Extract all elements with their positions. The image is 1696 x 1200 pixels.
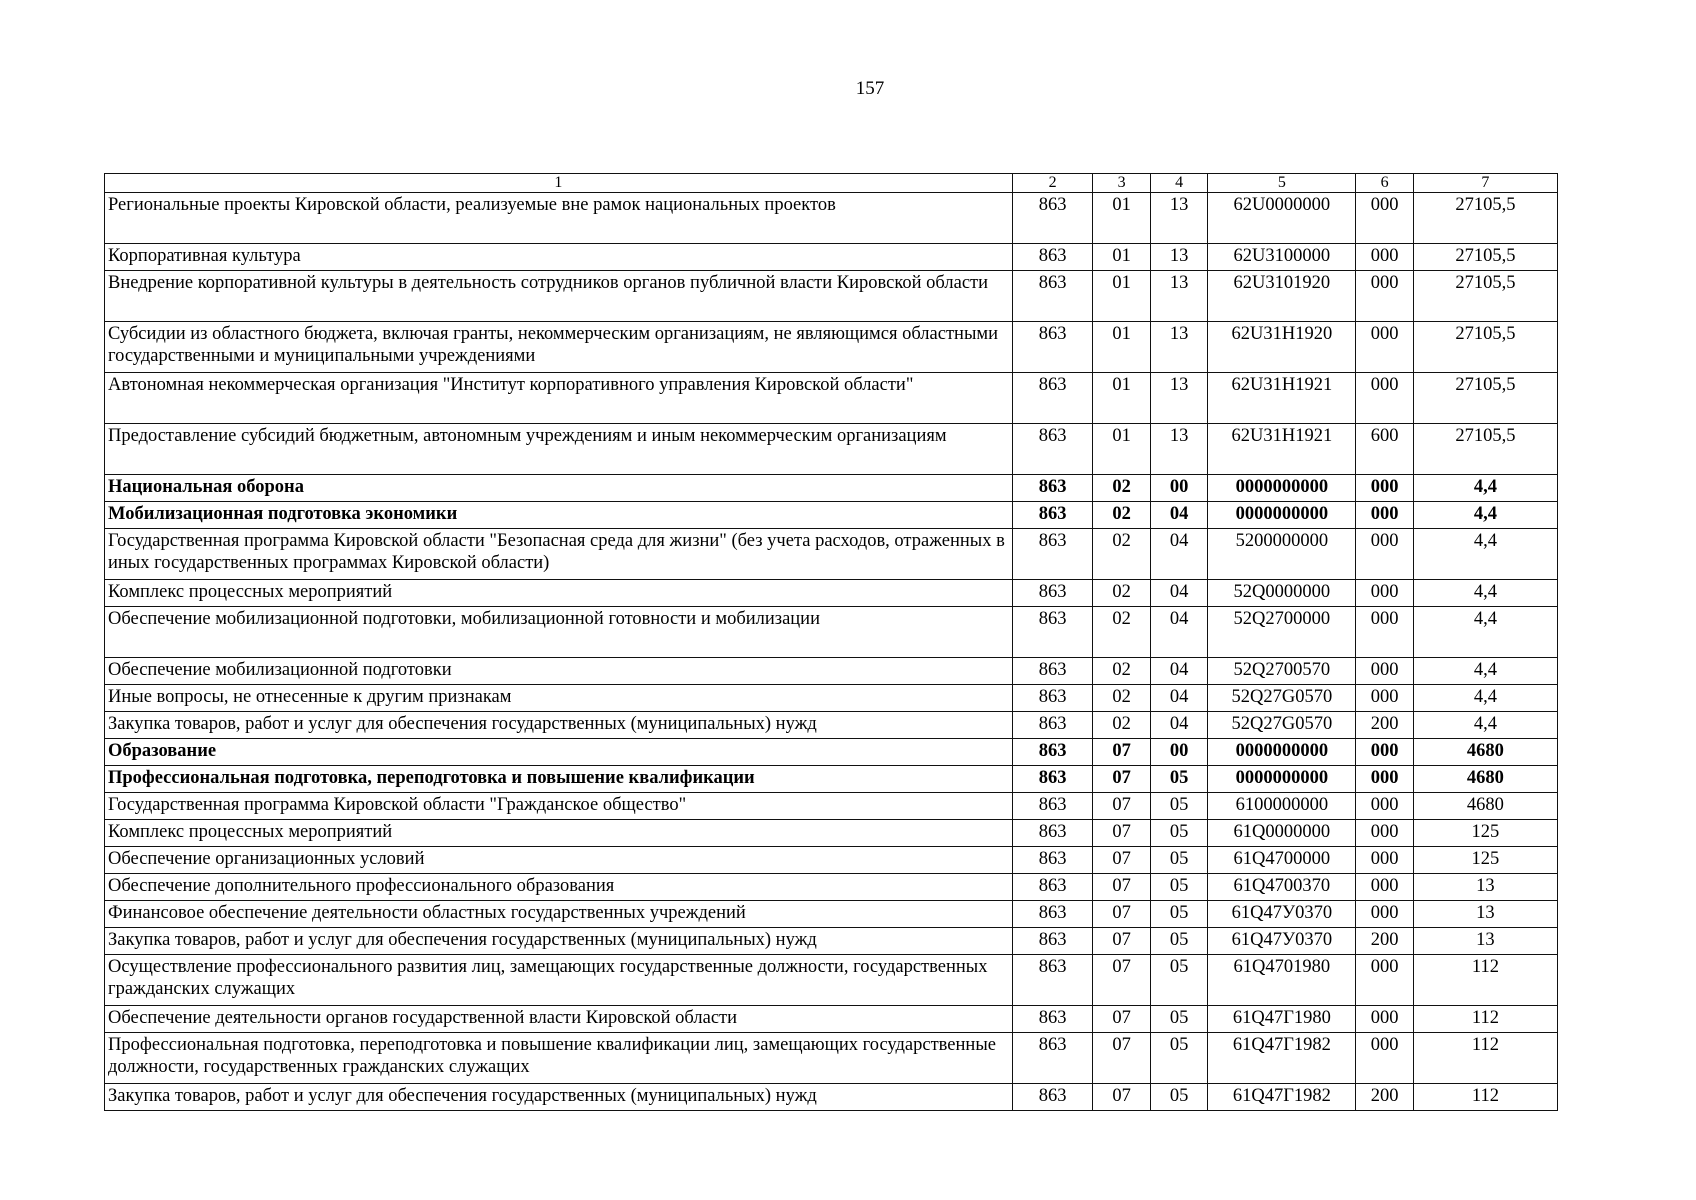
section-code-cell: 07: [1093, 1033, 1150, 1084]
ministry-code-cell: 863: [1012, 739, 1093, 766]
column-header: 5: [1208, 174, 1356, 193]
target-article-cell: 52Q2700000: [1208, 607, 1356, 658]
row-name-cell: Предоставление субсидий бюджетным, автономным учреждениям и иным некоммерческим организациям: [105, 424, 1013, 475]
target-article-cell: 61Q0000000: [1208, 820, 1356, 847]
expense-type-cell: 200: [1356, 928, 1413, 955]
target-article-cell: 62U3100000: [1208, 244, 1356, 271]
expense-type-cell: 600: [1356, 424, 1413, 475]
ministry-code-cell: 863: [1012, 475, 1093, 502]
target-article-cell: 52Q27G0570: [1208, 712, 1356, 739]
table-row: [105, 607, 1558, 658]
target-article-cell: 0000000000: [1208, 766, 1356, 793]
amount-cell: 27105,5: [1413, 244, 1557, 271]
column-header: 3: [1093, 174, 1150, 193]
amount-cell: 4,4: [1413, 685, 1557, 712]
section-code-cell: 01: [1093, 244, 1150, 271]
amount-cell: 4,4: [1413, 580, 1557, 607]
table-row: [105, 529, 1558, 580]
amount-cell: 4,4: [1413, 658, 1557, 685]
table-row: [105, 424, 1558, 475]
table-row: [105, 193, 1558, 244]
row-name-cell: Иные вопросы, не отнесенные к другим признакам: [105, 685, 1013, 712]
expense-type-cell: 000: [1356, 529, 1413, 580]
expense-type-cell: 000: [1356, 955, 1413, 1006]
row-name-cell: Профессиональная подготовка, переподготовка и повышение квалификации лиц, замещающих государственные должности, государственных гражданских служащих: [105, 1033, 1013, 1084]
section-code-cell: 02: [1093, 502, 1150, 529]
table-row: [105, 766, 1558, 793]
row-name-cell: Обеспечение деятельности органов государственной власти Кировской области: [105, 1006, 1013, 1033]
ministry-code-cell: 863: [1012, 322, 1093, 373]
ministry-code-cell: 863: [1012, 955, 1093, 1006]
section-code-cell: 07: [1093, 955, 1150, 1006]
table-row: [105, 955, 1558, 1006]
section-code-cell: 02: [1093, 475, 1150, 502]
amount-cell: 27105,5: [1413, 193, 1557, 244]
target-article-cell: 0000000000: [1208, 739, 1356, 766]
ministry-code-cell: 863: [1012, 847, 1093, 874]
row-name-cell: Финансовое обеспечение деятельности областных государственных учреждений: [105, 901, 1013, 928]
amount-cell: 112: [1413, 955, 1557, 1006]
section-code-cell: 02: [1093, 712, 1150, 739]
section-code-cell: 01: [1093, 271, 1150, 322]
amount-cell: 27105,5: [1413, 271, 1557, 322]
section-code-cell: 02: [1093, 580, 1150, 607]
section-code-cell: 07: [1093, 766, 1150, 793]
table-header-row: [105, 174, 1558, 193]
target-article-cell: 62U31H1920: [1208, 322, 1356, 373]
row-name-cell: Государственная программа Кировской области "Безопасная среда для жизни" (без учета расходов, отраженных в иных государственных программах Кировской области): [105, 529, 1013, 580]
amount-cell: 4680: [1413, 793, 1557, 820]
amount-cell: 13: [1413, 901, 1557, 928]
row-name-cell: Образование: [105, 739, 1013, 766]
ministry-code-cell: 863: [1012, 1006, 1093, 1033]
subsection-code-cell: 04: [1150, 529, 1207, 580]
subsection-code-cell: 04: [1150, 685, 1207, 712]
row-name-cell: Комплекс процессных мероприятий: [105, 580, 1013, 607]
expense-type-cell: 000: [1356, 847, 1413, 874]
target-article-cell: 62U0000000: [1208, 193, 1356, 244]
subsection-code-cell: 13: [1150, 424, 1207, 475]
column-header: 7: [1413, 174, 1557, 193]
subsection-code-cell: 05: [1150, 901, 1207, 928]
section-code-cell: 02: [1093, 685, 1150, 712]
subsection-code-cell: 04: [1150, 580, 1207, 607]
ministry-code-cell: 863: [1012, 607, 1093, 658]
target-article-cell: 0000000000: [1208, 502, 1356, 529]
expense-type-cell: 000: [1356, 1033, 1413, 1084]
ministry-code-cell: 863: [1012, 502, 1093, 529]
expense-type-cell: 000: [1356, 793, 1413, 820]
ministry-code-cell: 863: [1012, 793, 1093, 820]
subsection-code-cell: 04: [1150, 658, 1207, 685]
row-name-cell: Мобилизационная подготовка экономики: [105, 502, 1013, 529]
expense-type-cell: 000: [1356, 685, 1413, 712]
row-name-cell: Закупка товаров, работ и услуг для обеспечения государственных (муниципальных) нужд: [105, 712, 1013, 739]
section-code-cell: 07: [1093, 874, 1150, 901]
amount-cell: 27105,5: [1413, 373, 1557, 424]
section-code-cell: 07: [1093, 739, 1150, 766]
column-header: 6: [1356, 174, 1413, 193]
table-row: [105, 739, 1558, 766]
section-code-cell: 07: [1093, 1006, 1150, 1033]
target-article-cell: 6100000000: [1208, 793, 1356, 820]
row-name-cell: Обеспечение мобилизационной подготовки, мобилизационной готовности и мобилизации: [105, 607, 1013, 658]
expense-type-cell: 000: [1356, 475, 1413, 502]
ministry-code-cell: 863: [1012, 820, 1093, 847]
row-name-cell: Обеспечение дополнительного профессионального образования: [105, 874, 1013, 901]
row-name-cell: Региональные проекты Кировской области, реализуемые вне рамок национальных проектов: [105, 193, 1013, 244]
amount-cell: 125: [1413, 820, 1557, 847]
row-name-cell: Комплекс процессных мероприятий: [105, 820, 1013, 847]
expense-type-cell: 000: [1356, 580, 1413, 607]
ministry-code-cell: 863: [1012, 766, 1093, 793]
section-code-cell: 02: [1093, 529, 1150, 580]
ministry-code-cell: 863: [1012, 874, 1093, 901]
section-code-cell: 07: [1093, 793, 1150, 820]
table-row: [105, 322, 1558, 373]
row-name-cell: Обеспечение мобилизационной подготовки: [105, 658, 1013, 685]
expense-type-cell: 000: [1356, 607, 1413, 658]
section-code-cell: 07: [1093, 820, 1150, 847]
subsection-code-cell: 05: [1150, 1033, 1207, 1084]
subsection-code-cell: 05: [1150, 847, 1207, 874]
subsection-code-cell: 13: [1150, 244, 1207, 271]
column-header: 2: [1012, 174, 1093, 193]
amount-cell: 27105,5: [1413, 322, 1557, 373]
target-article-cell: 62U31H1921: [1208, 424, 1356, 475]
ministry-code-cell: 863: [1012, 193, 1093, 244]
subsection-code-cell: 04: [1150, 712, 1207, 739]
table-row: [105, 271, 1558, 322]
expense-type-cell: 000: [1356, 193, 1413, 244]
table-row: [105, 373, 1558, 424]
ministry-code-cell: 863: [1012, 658, 1093, 685]
expense-type-cell: 200: [1356, 712, 1413, 739]
row-name-cell: Корпоративная культура: [105, 244, 1013, 271]
target-article-cell: 61Q4700000: [1208, 847, 1356, 874]
table-row: [105, 847, 1558, 874]
expense-type-cell: 000: [1356, 373, 1413, 424]
table-row: [105, 1006, 1558, 1033]
section-code-cell: 01: [1093, 424, 1150, 475]
subsection-code-cell: 05: [1150, 766, 1207, 793]
subsection-code-cell: 05: [1150, 793, 1207, 820]
section-code-cell: 07: [1093, 847, 1150, 874]
subsection-code-cell: 00: [1150, 475, 1207, 502]
column-header: 1: [105, 174, 1013, 193]
table-row: [105, 901, 1558, 928]
subsection-code-cell: 05: [1150, 1006, 1207, 1033]
section-code-cell: 07: [1093, 928, 1150, 955]
target-article-cell: 61Q47Г1982: [1208, 1033, 1356, 1084]
amount-cell: 4680: [1413, 739, 1557, 766]
table-row: [105, 874, 1558, 901]
amount-cell: 112: [1413, 1006, 1557, 1033]
subsection-code-cell: 05: [1150, 1084, 1207, 1111]
subsection-code-cell: 00: [1150, 739, 1207, 766]
target-article-cell: 61Q47Г1982: [1208, 1084, 1356, 1111]
amount-cell: 4680: [1413, 766, 1557, 793]
row-name-cell: Автономная некоммерческая организация "Институт корпоративного управления Кировской области": [105, 373, 1013, 424]
subsection-code-cell: 13: [1150, 322, 1207, 373]
subsection-code-cell: 13: [1150, 373, 1207, 424]
amount-cell: 4,4: [1413, 475, 1557, 502]
row-name-cell: Закупка товаров, работ и услуг для обеспечения государственных (муниципальных) нужд: [105, 928, 1013, 955]
table-row: [105, 928, 1558, 955]
section-code-cell: 01: [1093, 322, 1150, 373]
section-code-cell: 01: [1093, 193, 1150, 244]
amount-cell: 4,4: [1413, 607, 1557, 658]
row-name-cell: Осуществление профессионального развития лиц, замещающих государственные должности, государственных гражданских служащих: [105, 955, 1013, 1006]
target-article-cell: 62U31H1921: [1208, 373, 1356, 424]
table-row: [105, 685, 1558, 712]
budget-table: [104, 173, 1558, 1111]
ministry-code-cell: 863: [1012, 373, 1093, 424]
target-article-cell: 61Q4701980: [1208, 955, 1356, 1006]
target-article-cell: 61Q4700370: [1208, 874, 1356, 901]
ministry-code-cell: 863: [1012, 901, 1093, 928]
table-row: [105, 820, 1558, 847]
subsection-code-cell: 05: [1150, 874, 1207, 901]
ministry-code-cell: 863: [1012, 685, 1093, 712]
row-name-cell: Профессиональная подготовка, переподготовка и повышение квалификации: [105, 766, 1013, 793]
ministry-code-cell: 863: [1012, 244, 1093, 271]
subsection-code-cell: 05: [1150, 955, 1207, 1006]
subsection-code-cell: 04: [1150, 607, 1207, 658]
ministry-code-cell: 863: [1012, 271, 1093, 322]
section-code-cell: 01: [1093, 373, 1150, 424]
target-article-cell: 5200000000: [1208, 529, 1356, 580]
column-header: 4: [1150, 174, 1207, 193]
subsection-code-cell: 05: [1150, 820, 1207, 847]
expense-type-cell: 000: [1356, 1006, 1413, 1033]
expense-type-cell: 000: [1356, 874, 1413, 901]
amount-cell: 13: [1413, 874, 1557, 901]
section-code-cell: 07: [1093, 901, 1150, 928]
amount-cell: 4,4: [1413, 529, 1557, 580]
ministry-code-cell: 863: [1012, 529, 1093, 580]
table-row: [105, 244, 1558, 271]
row-name-cell: Закупка товаров, работ и услуг для обеспечения государственных (муниципальных) нужд: [105, 1084, 1013, 1111]
amount-cell: 112: [1413, 1084, 1557, 1111]
amount-cell: 4,4: [1413, 502, 1557, 529]
subsection-code-cell: 05: [1150, 928, 1207, 955]
subsection-code-cell: 13: [1150, 193, 1207, 244]
expense-type-cell: 200: [1356, 1084, 1413, 1111]
ministry-code-cell: 863: [1012, 580, 1093, 607]
section-code-cell: 07: [1093, 1084, 1150, 1111]
expense-type-cell: 000: [1356, 322, 1413, 373]
target-article-cell: 61Q47У0370: [1208, 928, 1356, 955]
expense-type-cell: 000: [1356, 658, 1413, 685]
row-name-cell: Государственная программа Кировской области "Гражданское общество": [105, 793, 1013, 820]
amount-cell: 27105,5: [1413, 424, 1557, 475]
ministry-code-cell: 863: [1012, 1084, 1093, 1111]
target-article-cell: 0000000000: [1208, 475, 1356, 502]
row-name-cell: Национальная оборона: [105, 475, 1013, 502]
budget-table-body: [105, 174, 1558, 1111]
expense-type-cell: 000: [1356, 271, 1413, 322]
target-article-cell: 61Q47У0370: [1208, 901, 1356, 928]
amount-cell: 112: [1413, 1033, 1557, 1084]
target-article-cell: 52Q0000000: [1208, 580, 1356, 607]
target-article-cell: 52Q2700570: [1208, 658, 1356, 685]
expense-type-cell: 000: [1356, 244, 1413, 271]
amount-cell: 4,4: [1413, 712, 1557, 739]
ministry-code-cell: 863: [1012, 712, 1093, 739]
subsection-code-cell: 13: [1150, 271, 1207, 322]
section-code-cell: 02: [1093, 658, 1150, 685]
section-code-cell: 02: [1093, 607, 1150, 658]
expense-type-cell: 000: [1356, 766, 1413, 793]
target-article-cell: 62U3101920: [1208, 271, 1356, 322]
expense-type-cell: 000: [1356, 502, 1413, 529]
table-row: [105, 1033, 1558, 1084]
amount-cell: 125: [1413, 847, 1557, 874]
target-article-cell: 52Q27G0570: [1208, 685, 1356, 712]
table-row: [105, 580, 1558, 607]
ministry-code-cell: 863: [1012, 1033, 1093, 1084]
table-row: [105, 1084, 1558, 1111]
expense-type-cell: 000: [1356, 739, 1413, 766]
row-name-cell: Субсидии из областного бюджета, включая гранты, некоммерческим организациям, не являющимся областными государственными и муниципальными учреждениями: [105, 322, 1013, 373]
target-article-cell: 61Q47Г1980: [1208, 1006, 1356, 1033]
expense-type-cell: 000: [1356, 901, 1413, 928]
table-row: [105, 712, 1558, 739]
expense-type-cell: 000: [1356, 820, 1413, 847]
amount-cell: 13: [1413, 928, 1557, 955]
table-row: [105, 793, 1558, 820]
row-name-cell: Обеспечение организационных условий: [105, 847, 1013, 874]
subsection-code-cell: 04: [1150, 502, 1207, 529]
table-row: [105, 658, 1558, 685]
table-row: [105, 502, 1558, 529]
row-name-cell: Внедрение корпоративной культуры в деятельность сотрудников органов публичной власти Кировской области: [105, 271, 1013, 322]
ministry-code-cell: 863: [1012, 928, 1093, 955]
table-row: [105, 475, 1558, 502]
ministry-code-cell: 863: [1012, 424, 1093, 475]
page-number: 157: [855, 78, 885, 99]
